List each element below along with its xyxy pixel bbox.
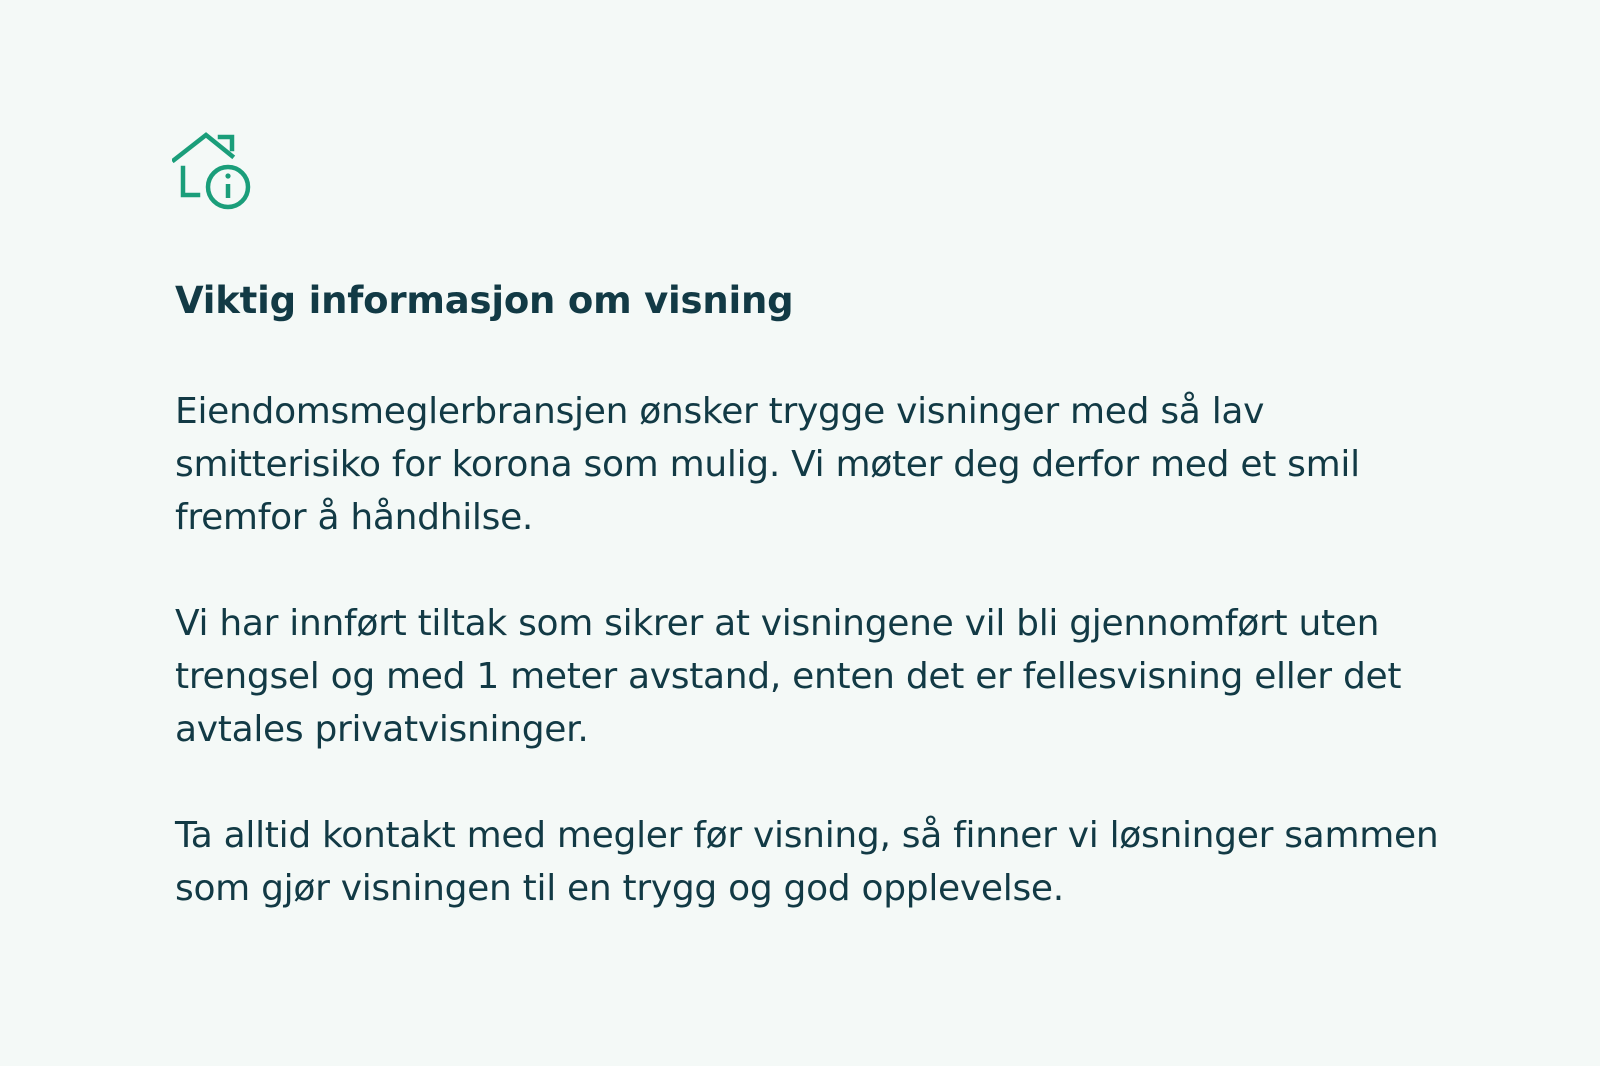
info-paragraph-distance: Vi har innført tiltak som sikrer at visningene vil bli gjennomført uten trengsel og med 1 meter avstand, enten det er fellesvisning eller det avtales privatvisninger.: [175, 603, 1402, 750]
info-paragraph-handshake: Eiendomsmeglerbransjen ønsker trygge visninger med så lav smitterisiko for korona som mulig. Vi møter deg derfor med et smil fremfor å håndhilse.: [175, 391, 1360, 538]
house-info-icon: [172, 132, 254, 214]
info-title: Viktig informasjon om visning: [175, 279, 794, 322]
info-paragraph-contact: Ta alltid kontakt med megler før visning, så finner vi løsninger sammen som gjør visningen til en trygg og god opplevelse.: [175, 815, 1439, 909]
